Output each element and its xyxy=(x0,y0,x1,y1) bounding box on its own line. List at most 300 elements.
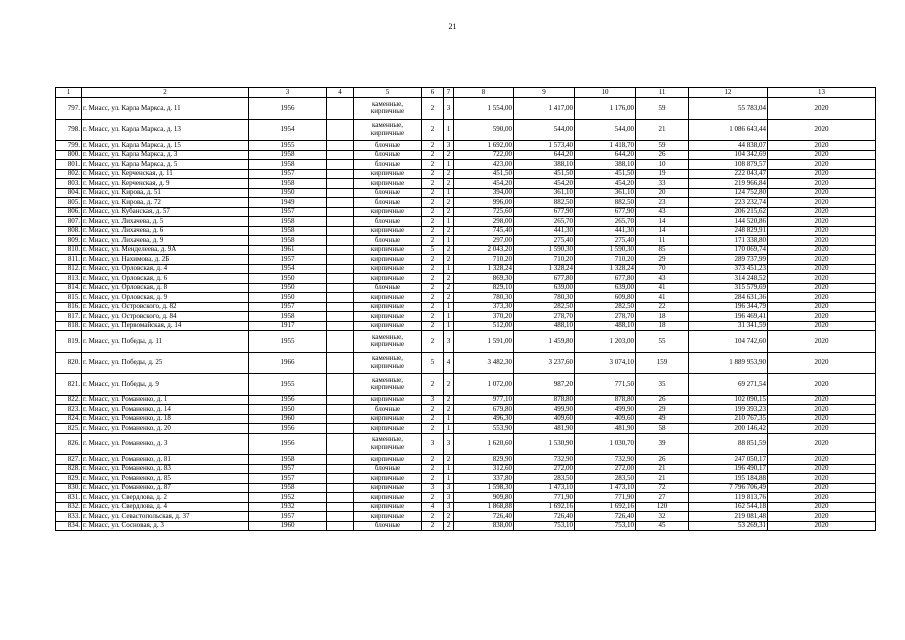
living-area-cell: 1 328,24 xyxy=(514,264,575,274)
col-4-cell xyxy=(327,321,354,331)
row-number-cell: 817. xyxy=(56,312,82,322)
address-cell: г. Миасс, ул. Романенко, д. 83 xyxy=(82,464,249,474)
total-area-cell: 726,40 xyxy=(454,512,514,522)
col-4-cell xyxy=(327,302,354,312)
year-built-cell: 1960 xyxy=(249,414,327,424)
total-area-cell: 725,60 xyxy=(454,207,514,217)
table-row xyxy=(56,464,876,474)
col-4-cell xyxy=(327,464,354,474)
entrances-cell: 2 xyxy=(444,374,454,396)
col-4-cell xyxy=(327,493,354,503)
floors-cell: 2 xyxy=(422,405,444,415)
year-built-cell: 1950 xyxy=(249,293,327,303)
row-number-cell: 815. xyxy=(56,293,82,303)
col-4-cell xyxy=(327,245,354,255)
entrances-cell: 2 xyxy=(444,198,454,208)
column-number-3: 3 xyxy=(249,88,327,98)
address-cell: г. Миасс, ул. Сосновая, д. 3 xyxy=(82,521,249,531)
living-area-cell: 732,90 xyxy=(514,455,575,465)
total-area-cell: 373,30 xyxy=(454,302,514,312)
residential-area-cell: 361,10 xyxy=(575,188,636,198)
living-area-cell: 644,20 xyxy=(514,150,575,160)
total-area-cell: 1 692,00 xyxy=(454,141,514,151)
address-cell: г. Миасс, ул. Карла Маркса, д. 11 xyxy=(82,98,249,120)
floors-cell: 2 xyxy=(422,321,444,331)
total-area-cell: 838,00 xyxy=(454,521,514,531)
address-cell: г. Миасс, ул. Романенко, д. 20 xyxy=(82,424,249,434)
wall-material-cell: блочные xyxy=(354,236,422,246)
wall-material-cell: блочные xyxy=(354,217,422,227)
year-built-cell: 1958 xyxy=(249,217,327,227)
floors-cell: 2 xyxy=(422,455,444,465)
cost-cell: 247 050,17 xyxy=(689,455,768,465)
entrances-cell: 3 xyxy=(444,502,454,512)
year-built-cell: 1961 xyxy=(249,245,327,255)
col-4-cell xyxy=(327,283,354,293)
living-area-cell: 544,00 xyxy=(514,119,575,141)
cost-cell: 124 752,80 xyxy=(689,188,768,198)
wall-material-cell: кирпичные xyxy=(354,245,422,255)
address-cell: г. Миасс, ул. Свердлова, д. 4 xyxy=(82,502,249,512)
wall-material-cell: кирпичные xyxy=(354,226,422,236)
cost-cell: 315 579,69 xyxy=(689,283,768,293)
year-cell: 2020 xyxy=(768,493,876,503)
column-number-4: 4 xyxy=(327,88,354,98)
year-cell: 2020 xyxy=(768,207,876,217)
row-number-cell: 827. xyxy=(56,455,82,465)
cost-cell: 44 838,07 xyxy=(689,141,768,151)
year-cell: 2020 xyxy=(768,274,876,284)
total-area-cell: 780,30 xyxy=(454,293,514,303)
year-cell: 2020 xyxy=(768,352,876,374)
year-built-cell: 1954 xyxy=(249,119,327,141)
table-row xyxy=(56,331,876,353)
row-number-cell: 803. xyxy=(56,179,82,189)
residential-area-cell: 1 418,70 xyxy=(575,141,636,151)
living-area-cell: 1 573,40 xyxy=(514,141,575,151)
address-cell: г. Миасс, ул. Кирова, д. 72 xyxy=(82,198,249,208)
cost-cell: 170 069,74 xyxy=(689,245,768,255)
col-4-cell xyxy=(327,395,354,405)
total-area-cell: 1 868,88 xyxy=(454,502,514,512)
year-cell: 2020 xyxy=(768,188,876,198)
total-area-cell: 454,20 xyxy=(454,179,514,189)
table-body xyxy=(56,88,876,531)
total-area-cell: 977,10 xyxy=(454,395,514,405)
living-area-cell: 282,50 xyxy=(514,302,575,312)
year-built-cell: 1957 xyxy=(249,207,327,217)
floors-cell: 2 xyxy=(422,98,444,120)
table-row xyxy=(56,274,876,284)
residents-cell: 32 xyxy=(636,512,689,522)
total-area-cell: 1 554,00 xyxy=(454,98,514,120)
residents-cell: 49 xyxy=(636,414,689,424)
table-row xyxy=(56,455,876,465)
year-built-cell: 1958 xyxy=(249,226,327,236)
address-cell: г. Миасс, ул. Карла Маркса, д. 13 xyxy=(82,119,249,141)
residential-area-cell: 499,90 xyxy=(575,405,636,415)
entrances-cell: 1 xyxy=(444,464,454,474)
year-cell: 2020 xyxy=(768,521,876,531)
col-4-cell xyxy=(327,374,354,396)
row-number-cell: 831. xyxy=(56,493,82,503)
entrances-cell: 3 xyxy=(444,433,454,455)
column-number-1: 1 xyxy=(56,88,82,98)
wall-material-cell: кирпичные xyxy=(354,414,422,424)
floors-cell: 2 xyxy=(422,302,444,312)
row-number-cell: 826. xyxy=(56,433,82,455)
year-cell: 2020 xyxy=(768,236,876,246)
residential-area-cell: 275,40 xyxy=(575,236,636,246)
cost-cell: 108 879,57 xyxy=(689,160,768,170)
row-number-cell: 801. xyxy=(56,160,82,170)
address-cell: г. Миасс, ул. Победы, д. 9 xyxy=(82,374,249,396)
entrances-cell: 1 xyxy=(444,302,454,312)
wall-material-cell: кирпичные xyxy=(354,274,422,284)
year-built-cell: 1958 xyxy=(249,236,327,246)
address-cell: г. Миасс, ул. Романенко, д. 3 xyxy=(82,433,249,455)
table-row xyxy=(56,179,876,189)
cost-cell: 119 813,76 xyxy=(689,493,768,503)
col-4-cell xyxy=(327,141,354,151)
residential-area-cell: 454,20 xyxy=(575,179,636,189)
cost-cell: 104 342,69 xyxy=(689,150,768,160)
row-number-cell: 809. xyxy=(56,236,82,246)
col-4-cell xyxy=(327,198,354,208)
table-row xyxy=(56,424,876,434)
year-cell: 2020 xyxy=(768,264,876,274)
cost-cell: 248 829,91 xyxy=(689,226,768,236)
cost-cell: 222 043,47 xyxy=(689,169,768,179)
col-4-cell xyxy=(327,455,354,465)
col-4-cell xyxy=(327,433,354,455)
year-cell: 2020 xyxy=(768,374,876,396)
col-4-cell xyxy=(327,160,354,170)
address-cell: г. Миасс, ул. Островского, д. 84 xyxy=(82,312,249,322)
residents-cell: 23 xyxy=(636,198,689,208)
wall-material-cell: блочные xyxy=(354,150,422,160)
living-area-cell: 726,40 xyxy=(514,512,575,522)
residential-area-cell: 488,10 xyxy=(575,321,636,331)
col-4-cell xyxy=(327,179,354,189)
total-area-cell: 1 620,60 xyxy=(454,433,514,455)
wall-material-cell: кирпичные xyxy=(354,493,422,503)
row-number-cell: 830. xyxy=(56,483,82,493)
year-built-cell: 1957 xyxy=(249,255,327,265)
year-built-cell: 1960 xyxy=(249,521,327,531)
entrances-cell: 1 xyxy=(444,217,454,227)
residential-area-cell: 710,20 xyxy=(575,255,636,265)
residential-area-cell: 882,50 xyxy=(575,198,636,208)
floors-cell: 2 xyxy=(422,119,444,141)
table-row xyxy=(56,293,876,303)
floors-cell: 2 xyxy=(422,255,444,265)
floors-cell: 2 xyxy=(422,521,444,531)
residents-cell: 159 xyxy=(636,352,689,374)
col-4-cell xyxy=(327,207,354,217)
table-row xyxy=(56,98,876,120)
address-cell: г. Миасс, ул. Менделеева, д. 9А xyxy=(82,245,249,255)
year-cell: 2020 xyxy=(768,502,876,512)
column-number-9: 9 xyxy=(514,88,575,98)
wall-material-cell: блочные xyxy=(354,405,422,415)
residents-cell: 22 xyxy=(636,302,689,312)
floors-cell: 2 xyxy=(422,150,444,160)
residents-cell: 70 xyxy=(636,264,689,274)
year-built-cell: 1958 xyxy=(249,483,327,493)
residents-cell: 21 xyxy=(636,474,689,484)
total-area-cell: 829,10 xyxy=(454,283,514,293)
table-row xyxy=(56,217,876,227)
row-number-cell: 813. xyxy=(56,274,82,284)
cost-cell: 7 796 706,49 xyxy=(689,483,768,493)
entrances-cell: 1 xyxy=(444,424,454,434)
wall-material-cell: блочные xyxy=(354,141,422,151)
table-row xyxy=(56,414,876,424)
table-row xyxy=(56,141,876,151)
table-row xyxy=(56,245,876,255)
column-number-13: 13 xyxy=(768,88,876,98)
entrances-cell: 2 xyxy=(444,226,454,236)
floors-cell: 2 xyxy=(422,493,444,503)
residential-area-cell: 265,70 xyxy=(575,217,636,227)
residents-cell: 120 xyxy=(636,502,689,512)
residential-area-cell: 726,40 xyxy=(575,512,636,522)
address-cell: г. Миасс, ул. Карла Маркса, д. 15 xyxy=(82,141,249,151)
row-number-cell: 797. xyxy=(56,98,82,120)
floors-cell: 4 xyxy=(422,502,444,512)
year-built-cell: 1955 xyxy=(249,331,327,353)
year-cell: 2020 xyxy=(768,414,876,424)
living-area-cell: 278,70 xyxy=(514,312,575,322)
floors-cell: 2 xyxy=(422,414,444,424)
table-row xyxy=(56,226,876,236)
col-4-cell xyxy=(327,119,354,141)
cost-cell: 53 269,31 xyxy=(689,521,768,531)
wall-material-cell: каменные, кирпичные xyxy=(354,374,422,396)
floors-cell: 3 xyxy=(422,433,444,455)
floors-cell: 2 xyxy=(422,312,444,322)
column-number-12: 12 xyxy=(689,88,768,98)
residential-area-cell: 282,50 xyxy=(575,302,636,312)
wall-material-cell: каменные, кирпичные xyxy=(354,352,422,374)
table-row xyxy=(56,395,876,405)
year-built-cell: 1956 xyxy=(249,98,327,120)
cost-cell: 104 742,60 xyxy=(689,331,768,353)
floors-cell: 2 xyxy=(422,179,444,189)
residential-area-cell: 1 203,00 xyxy=(575,331,636,353)
floors-cell: 2 xyxy=(422,512,444,522)
entrances-cell: 2 xyxy=(444,395,454,405)
entrances-cell: 2 xyxy=(444,245,454,255)
wall-material-cell: каменные, кирпичные xyxy=(354,98,422,120)
floors-cell: 2 xyxy=(422,264,444,274)
residential-area-cell: 677,80 xyxy=(575,274,636,284)
floors-cell: 2 xyxy=(422,293,444,303)
floors-cell: 5 xyxy=(422,245,444,255)
living-area-cell: 388,10 xyxy=(514,160,575,170)
address-cell: г. Миасс, ул. Орловская, д. 9 xyxy=(82,293,249,303)
row-number-cell: 825. xyxy=(56,424,82,434)
residential-area-cell: 677,90 xyxy=(575,207,636,217)
residents-cell: 26 xyxy=(636,455,689,465)
wall-material-cell: кирпичные xyxy=(354,312,422,322)
residential-area-cell: 278,70 xyxy=(575,312,636,322)
year-cell: 2020 xyxy=(768,483,876,493)
total-area-cell: 337,80 xyxy=(454,474,514,484)
address-cell: г. Миасс, ул. Романенко, д. 1 xyxy=(82,395,249,405)
entrances-cell: 2 xyxy=(444,169,454,179)
residential-area-cell: 1 030,70 xyxy=(575,433,636,455)
address-cell: г. Миасс, ул. Кубанская, д. 57 xyxy=(82,207,249,217)
total-area-cell: 869,30 xyxy=(454,274,514,284)
address-cell: г. Миасс, ул. Севастопольская, д. 37 xyxy=(82,512,249,522)
residents-cell: 45 xyxy=(636,521,689,531)
entrances-cell: 2 xyxy=(444,455,454,465)
year-cell: 2020 xyxy=(768,169,876,179)
residential-area-cell: 451,50 xyxy=(575,169,636,179)
column-number-6: 6 xyxy=(422,88,444,98)
living-area-cell: 1 417,00 xyxy=(514,98,575,120)
address-cell: г. Миасс, ул. Кирова, д. 51 xyxy=(82,188,249,198)
table-row xyxy=(56,352,876,374)
wall-material-cell: блочные xyxy=(354,160,422,170)
residents-cell: 59 xyxy=(636,98,689,120)
address-cell: г. Миасс, ул. Романенко, д. 85 xyxy=(82,474,249,484)
year-built-cell: 1955 xyxy=(249,374,327,396)
year-built-cell: 1958 xyxy=(249,312,327,322)
total-area-cell: 297,00 xyxy=(454,236,514,246)
floors-cell: 2 xyxy=(422,160,444,170)
residential-area-cell: 3 074,10 xyxy=(575,352,636,374)
col-4-cell xyxy=(327,512,354,522)
entrances-cell: 2 xyxy=(444,150,454,160)
year-cell: 2020 xyxy=(768,321,876,331)
year-cell: 2020 xyxy=(768,119,876,141)
address-cell: г. Миасс, ул. Свердлова, д. 2 xyxy=(82,493,249,503)
table-row xyxy=(56,283,876,293)
total-area-cell: 370,20 xyxy=(454,312,514,322)
living-area-cell: 361,10 xyxy=(514,188,575,198)
year-cell: 2020 xyxy=(768,433,876,455)
entrances-cell: 3 xyxy=(444,493,454,503)
col-4-cell xyxy=(327,188,354,198)
address-cell: г. Миасс, ул. Победы, д. 11 xyxy=(82,331,249,353)
col-4-cell xyxy=(327,274,354,284)
cost-cell: 196 344,79 xyxy=(689,302,768,312)
address-cell: г. Миасс, ул. Нахимова, д. 2Б xyxy=(82,255,249,265)
residential-area-cell: 1 328,24 xyxy=(575,264,636,274)
cost-cell: 200 146,42 xyxy=(689,424,768,434)
cost-cell: 289 737,99 xyxy=(689,255,768,265)
year-cell: 2020 xyxy=(768,160,876,170)
year-cell: 2020 xyxy=(768,283,876,293)
wall-material-cell: каменные, кирпичные xyxy=(354,119,422,141)
row-number-cell: 821. xyxy=(56,374,82,396)
cost-cell: 284 631,36 xyxy=(689,293,768,303)
year-cell: 2020 xyxy=(768,98,876,120)
living-area-cell: 481,90 xyxy=(514,424,575,434)
floors-cell: 2 xyxy=(422,283,444,293)
floors-cell: 2 xyxy=(422,217,444,227)
table-row xyxy=(56,433,876,455)
residential-area-cell: 753,10 xyxy=(575,521,636,531)
floors-cell: 2 xyxy=(422,424,444,434)
total-area-cell: 312,60 xyxy=(454,464,514,474)
residents-cell: 18 xyxy=(636,312,689,322)
residents-cell: 26 xyxy=(636,395,689,405)
entrances-cell: 1 xyxy=(444,264,454,274)
cost-cell: 196 490,17 xyxy=(689,464,768,474)
residents-cell: 20 xyxy=(636,188,689,198)
wall-material-cell: блочные xyxy=(354,464,422,474)
column-number-5: 5 xyxy=(354,88,422,98)
address-cell: г. Миасс, ул. Романенко, д. 81 xyxy=(82,455,249,465)
residents-cell: 85 xyxy=(636,245,689,255)
year-built-cell: 1958 xyxy=(249,179,327,189)
residents-cell: 41 xyxy=(636,293,689,303)
row-number-cell: 816. xyxy=(56,302,82,312)
address-cell: г. Миасс, ул. Победы, д. 25 xyxy=(82,352,249,374)
entrances-cell: 2 xyxy=(444,274,454,284)
cost-cell: 373 451,23 xyxy=(689,264,768,274)
residents-cell: 41 xyxy=(636,283,689,293)
table-row xyxy=(56,521,876,531)
year-cell: 2020 xyxy=(768,293,876,303)
floors-cell: 2 xyxy=(422,274,444,284)
residential-area-cell: 1 692,16 xyxy=(575,502,636,512)
year-built-cell: 1955 xyxy=(249,141,327,151)
row-number-cell: 824. xyxy=(56,414,82,424)
row-number-cell: 804. xyxy=(56,188,82,198)
year-built-cell: 1957 xyxy=(249,302,327,312)
address-cell: г. Миасс, ул. Лихачева, д. 9 xyxy=(82,236,249,246)
address-cell: г. Миасс, ул. Карла Маркса, д. 5 xyxy=(82,160,249,170)
year-cell: 2020 xyxy=(768,474,876,484)
housing-registry-table xyxy=(55,87,876,531)
row-number-cell: 832. xyxy=(56,502,82,512)
cost-cell: 196 469,41 xyxy=(689,312,768,322)
entrances-cell: 1 xyxy=(444,119,454,141)
year-built-cell: 1954 xyxy=(249,264,327,274)
entrances-cell: 2 xyxy=(444,405,454,415)
year-cell: 2020 xyxy=(768,464,876,474)
living-area-cell: 1 530,90 xyxy=(514,433,575,455)
residents-cell: 10 xyxy=(636,160,689,170)
total-area-cell: 553,90 xyxy=(454,424,514,434)
year-built-cell: 1949 xyxy=(249,198,327,208)
living-area-cell: 272,00 xyxy=(514,464,575,474)
cost-cell: 171 338,80 xyxy=(689,236,768,246)
col-4-cell xyxy=(327,331,354,353)
living-area-cell: 1 692,16 xyxy=(514,502,575,512)
total-area-cell: 496,30 xyxy=(454,414,514,424)
col-4-cell xyxy=(327,236,354,246)
table-row xyxy=(56,207,876,217)
floors-cell: 2 xyxy=(422,464,444,474)
address-cell: г. Миасс, ул. Керченская, д. 11 xyxy=(82,169,249,179)
col-4-cell xyxy=(327,521,354,531)
residents-cell: 58 xyxy=(636,424,689,434)
entrances-cell: 1 xyxy=(444,414,454,424)
entrances-cell: 2 xyxy=(444,521,454,531)
row-number-cell: 802. xyxy=(56,169,82,179)
floors-cell: 2 xyxy=(422,141,444,151)
address-cell: г. Миасс, ул. Островского, д. 82 xyxy=(82,302,249,312)
total-area-cell: 909,80 xyxy=(454,493,514,503)
row-number-cell: 808. xyxy=(56,226,82,236)
entrances-cell: 1 xyxy=(444,321,454,331)
